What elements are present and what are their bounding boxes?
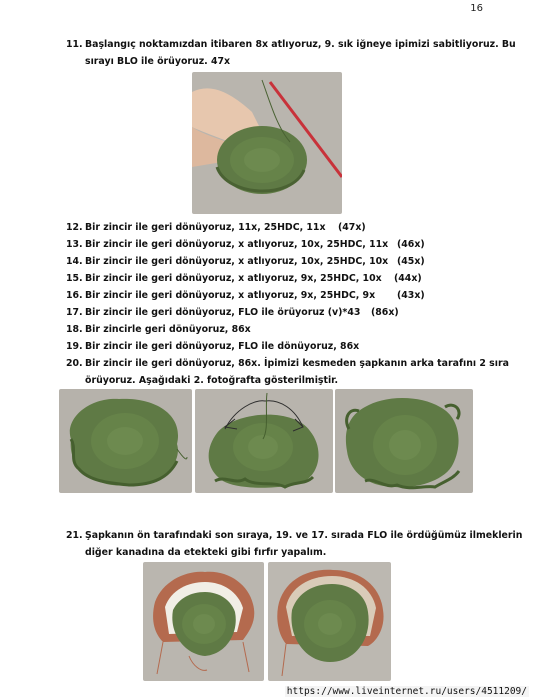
step-number: 17. [66,307,83,318]
step-text: Şapkanın ön tarafındaki son sıraya, 19. ve 17. sırada FLO ile ördüğümüz ilmeklerin [85,530,523,541]
step-text: Bir zincir ile geri dönüyoruz, x atlıyoruz, 10x, 25HDC, 11x [85,239,389,250]
step-text-continued: diğer kanadına da etekteki gibi fırfır yapalım. [85,547,327,558]
stitch-count: (46x) [397,239,425,250]
step-text-continued: örüyoruz. Aşağıdaki 2. fotoğrafta gösterilmiştir. [85,375,339,386]
step-text: Başlangıç noktamızdan itibaren 8x atlıyoruz, 9. sık iğneye ipimizi sabitliyoruz. Bu [85,39,516,50]
stitch-count: (43x) [397,290,425,301]
step-15 [66,270,486,287]
watermark-url[interactable]: https://www.liveinternet.ru/users/4511209/ [286,686,527,697]
page-number: 16 [470,3,483,14]
step-17 [66,304,486,321]
step-18 [66,321,486,338]
step-number: 14. [66,256,83,267]
step-12 [66,219,486,236]
step-text: Bir zincir ile geri dönüyoruz, 86x. İpimizi kesmeden şapkanın arka tarafını 2 sıra [85,358,509,369]
photo-hand-holding-piece [192,72,342,214]
step-text: Bir zincir ile geri dönüyoruz, FLO ile dönüyoruz, 86x [85,341,360,352]
photo-ruffle-side [268,562,391,681]
step-text: Bir zincir ile geri dönüyoruz, FLO ile örüyoruz (v)*43 [85,307,361,318]
step-number: 20. [66,358,83,369]
step-16 [66,287,486,304]
step-11 [66,36,516,70]
step-20 [66,355,509,389]
step-14 [66,253,486,270]
step-number: 15. [66,273,83,284]
step-text: Bir zincir ile geri dönüyoruz, x atlıyoruz, 9x, 25HDC, 9x [85,290,376,301]
photo-hat-shape [335,389,473,493]
stitch-count: (86x) [371,307,399,318]
photo-brim-ruffled [59,389,192,493]
step-text-continued: sırayı BLO ile örüyoruz. 47x [85,56,231,67]
step-number: 18. [66,324,83,335]
stitch-count: (45x) [397,256,425,267]
step-number: 21. [66,530,83,541]
step-21 [66,527,523,561]
step-text: Bir zincir ile geri dönüyoruz, x atlıyoruz, 10x, 25HDC, 10x [85,256,389,267]
photo-back-rows [195,389,333,493]
step-13 [66,236,486,253]
step-number: 13. [66,239,83,250]
step-19 [66,338,486,355]
photo-ruffle-front [143,562,264,681]
step-number: 11. [66,39,83,50]
step-number: 16. [66,290,83,301]
step-text: Bir zincirle geri dönüyoruz, 86x [85,324,251,335]
step-number: 12. [66,222,83,233]
stitch-count: (47x) [338,222,366,233]
step-number: 19. [66,341,83,352]
step-text: Bir zincir ile geri dönüyoruz, x atlıyoruz, 9x, 25HDC, 10x [85,273,382,284]
step-text: Bir zincir ile geri dönüyoruz, 11x, 25HDC, 11x [85,222,326,233]
stitch-count: (44x) [394,273,422,284]
